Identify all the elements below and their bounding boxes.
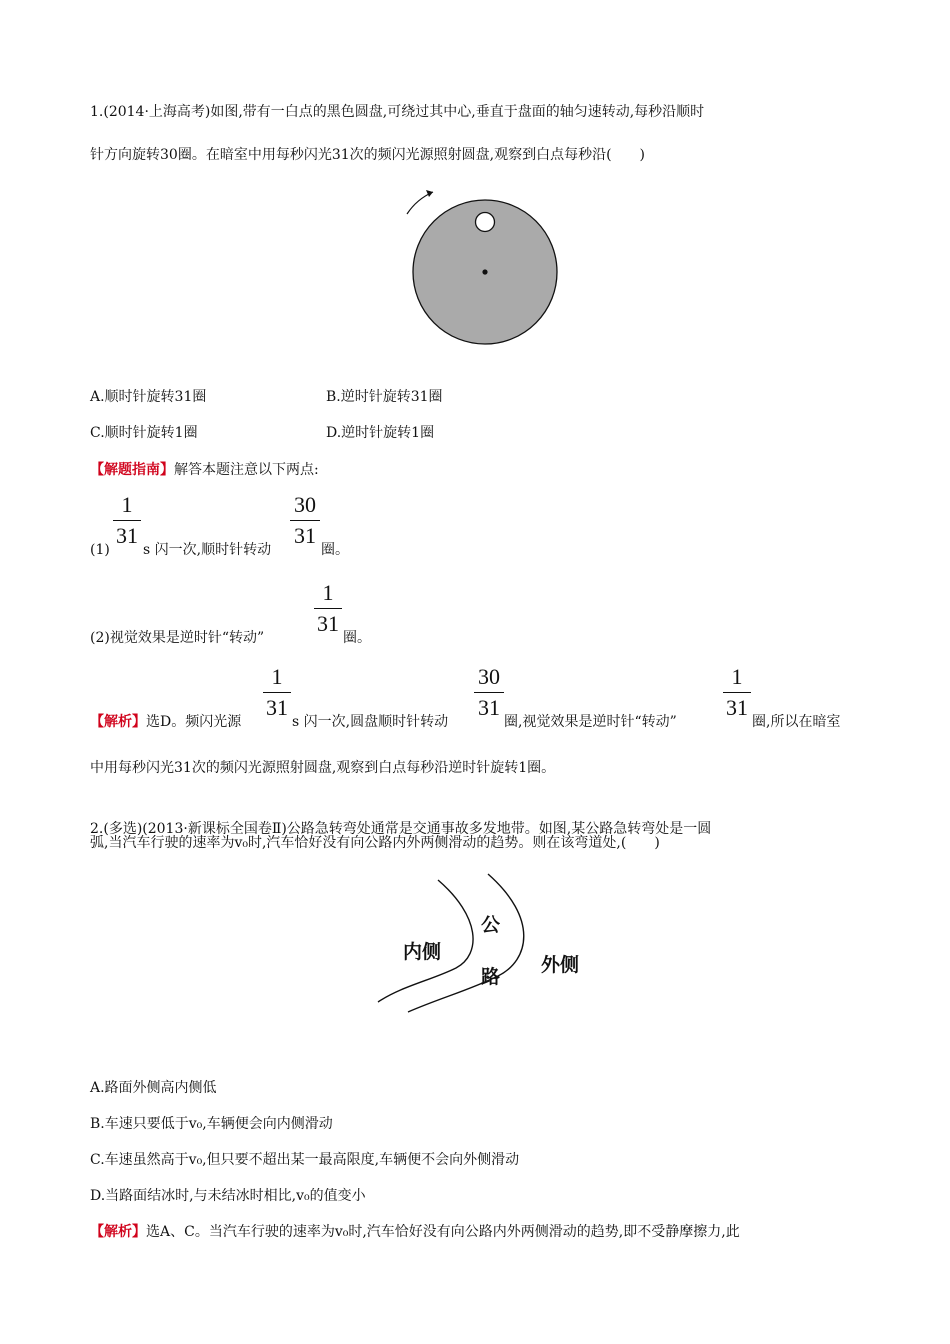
q2-option-c: C.车速虽然高于v₀,但只要不超出某一最高限度,车辆便不会向外侧滑动 [90, 1152, 520, 1168]
q1-analysis-start [90, 712, 241, 732]
q1-stem-line2: 针方向旋转30圈。在暗室中用每秒闪光31次的频闪光源照射圆盘,观察到白点每秒沿( ) [90, 147, 646, 163]
guide-text: 解答本题注意以下两点: [174, 462, 319, 478]
fraction-bar [263, 692, 291, 693]
q1-option-b: B.逆时针旋转31圈 [326, 389, 443, 405]
guide-tag: 【解题指南】 [90, 462, 174, 478]
q1-point1-prefix: (1) [90, 542, 110, 558]
fraction-bar [113, 520, 141, 521]
denominator: 31 [726, 695, 748, 720]
outer-side-label: 外侧 [541, 954, 580, 976]
q1-option-d: D.逆时针旋转1圈 [326, 425, 435, 441]
denominator: 31 [317, 611, 339, 636]
fraction-30-over-31 [290, 492, 320, 549]
fraction-bar [474, 692, 504, 693]
fraction-30-over-31 [474, 664, 504, 721]
fraction-bar [290, 520, 320, 521]
numerator: 1 [121, 492, 133, 517]
q2-option-d: D.当路面结冰时,与未结冰时相比,v₀的值变小 [90, 1188, 366, 1204]
inner-side-label: 内侧 [403, 941, 442, 963]
white-dot [476, 213, 495, 232]
q1-analysis-d: 圈,所以在暗室 [752, 714, 841, 730]
q1-guide [90, 460, 319, 480]
center-dot [482, 269, 487, 274]
q1-analysis-b: s 闪一次,圆盘顺时针转动 [292, 714, 449, 730]
q2-stem-line1: 2.(多选)(2013·新课标全国卷Ⅱ)公路急转弯处通常是交通事故多发地带。如图,某公路急转弯处是一圆 [90, 821, 712, 837]
q1-point1-suffix: 圈。 [321, 542, 349, 558]
fraction-bar [723, 692, 751, 693]
q1-stem-line1: 1.(2014·上海高考)如图,带有一白点的黑色圆盘,可绕过其中心,垂直于盘面的轴匀速转动,每秒沿顺时 [90, 104, 705, 120]
q2-option-b: B.车速只要低于v₀,车辆便会向内侧滑动 [90, 1116, 333, 1132]
denominator: 31 [478, 695, 500, 720]
denominator: 31 [116, 523, 138, 548]
denominator: 31 [294, 523, 316, 548]
fraction-1-over-31 [263, 664, 291, 721]
analysis-tag: 【解析】 [90, 1224, 146, 1240]
q1-point2-prefix: (2)视觉效果是逆时针“转动” [90, 630, 265, 646]
q1-analysis-line2: 中用每秒闪光31次的频闪光源照射圆盘,观察到白点每秒沿逆时针旋转1圈。 [90, 760, 556, 776]
fraction-bar [314, 608, 342, 609]
q1-point2-suffix: 圈。 [343, 630, 371, 646]
analysis-text: 选A、C。当汽车行驶的速率为v₀时,汽车恰好没有向公路内外两侧滑动的趋势,即不受静摩擦力,此 [146, 1224, 740, 1240]
numerator: 30 [294, 492, 316, 517]
q1-option-a: A.顺时针旋转31圈 [90, 389, 207, 405]
road-label-2: 路 [481, 966, 501, 988]
q2-option-a: A.路面外侧高内侧低 [90, 1080, 217, 1096]
numerator: 1 [271, 664, 283, 689]
numerator: 1 [731, 664, 743, 689]
q1-option-c: C.顺时针旋转1圈 [90, 425, 198, 441]
analysis-text-a: 选D。频闪光源 [146, 714, 242, 730]
numerator: 30 [478, 664, 500, 689]
analysis-tag: 【解析】 [90, 714, 146, 730]
q2-analysis [90, 1222, 740, 1242]
q1-analysis-c: 圈,视觉效果是逆时针“转动” [504, 714, 677, 730]
rotating-disc-figure [395, 180, 575, 350]
road-label-1: 公 [481, 914, 501, 936]
fraction-1-over-31 [314, 580, 342, 637]
q2-stem-line2: 弧,当汽车行驶的速率为v₀时,汽车恰好没有向公路内外两侧滑动的趋势。则在该弯道处,( ) [90, 835, 660, 851]
denominator: 31 [266, 695, 288, 720]
numerator: 1 [322, 580, 334, 605]
fraction-1-over-31 [113, 492, 141, 549]
arrow-head-icon [426, 190, 433, 197]
q1-point1-middle: s 闪一次,顺时针转动 [143, 542, 272, 558]
fraction-1-over-31 [723, 664, 751, 721]
